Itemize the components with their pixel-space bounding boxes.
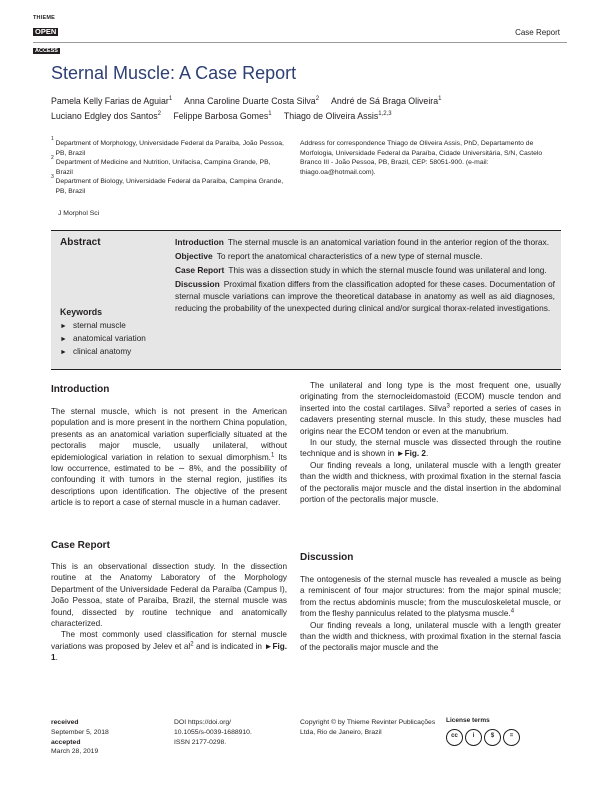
keywords-heading: Keywords	[60, 307, 103, 317]
affiliation: 3 Department of Biology, Universidade Federal da Paraíba, Campina Grande, PB, Brazil	[51, 174, 284, 195]
discussion-body	[300, 574, 561, 654]
citation[interactable]: 4	[510, 608, 515, 615]
author: Luciano Edgley dos Santos$^2$	[51, 111, 161, 121]
by-icon: i	[465, 729, 482, 746]
citation[interactable]: 2	[190, 641, 194, 648]
affiliation: 2 Department of Medicine and Nutrition, Unifacisa, Campina Grande, PB, Brazil	[51, 155, 271, 176]
correspondence-label: Address for correspondence	[300, 140, 386, 147]
abstract-heading: Abstract	[60, 237, 101, 248]
doi-block	[174, 718, 294, 747]
cc-icon: cc	[446, 729, 463, 746]
doi-number[interactable]: 10.1055/s-0039-1688910.	[174, 728, 252, 736]
case-report-body	[51, 561, 287, 664]
introduction-body	[51, 406, 287, 509]
doi-link[interactable]: DOI https://doi.org/	[174, 719, 232, 726]
keyword-item[interactable]: ► anatomical variation	[60, 334, 146, 343]
arrow-icon: ►	[60, 336, 67, 343]
paragraph: The sternal muscle, which is not present in the American population and is more present in the northern China population, presents as an anatomical variation superficially situated at the pectoralis major muscle, usually unilateral, without epidemiological variation in relation to sexual dimorphism.$^1$ Its low occurrence, estimated to be ∼ 8%, and the possibility of confounding it with tumors in the sternal region, justifies its descriptions upon identification. The objective of the present article is to report a case of sternal muscle in a human cadaver.	[51, 407, 288, 508]
abstract-objective: Objective To report the anatomical characteristics of a new type of sternal muscle.	[175, 251, 483, 261]
discussion-heading: Discussion	[300, 552, 354, 563]
logo-line1: THIEME	[33, 15, 55, 21]
publisher-logo	[33, 15, 64, 54]
logo-line2: OPEN	[35, 27, 57, 36]
abstract-case: Case Report This was a dissection study in which the sternal muscle found was unilateral and long.	[175, 265, 547, 275]
figure-link[interactable]: ►Fig. 1	[51, 641, 287, 663]
correspondence	[300, 139, 555, 177]
paragraph: This is an observational dissection study. In the dissection routine at the Anatomy Laboratory of the Morphology Department of the Universidade Federal da Paraíba (Campus I), João Pessoa, state of Paraíba, Brazil, the sternal muscle was found, dissected by routine technique and anatomically characterized.	[51, 562, 287, 629]
header-divider	[33, 42, 567, 43]
abstract-text	[175, 236, 555, 316]
license-label: License terms	[446, 717, 490, 724]
author: André de Sá Braga Oliveira$^1$	[331, 96, 442, 106]
journal-name: J Morphol Sci	[58, 210, 100, 217]
correspondence-text: Thiago de Oliveira Assis, PhD, Departamento de Morfologia, Universidade Federal da Paraíba, Cidade Universitária, S/N, Castelo Branco III - João Pessoa, PB, Brazil, CEP: 58051-900. (e-mail: thiago.oa@hotmail.com).	[300, 140, 543, 176]
keyword-item[interactable]: ► sternal muscle	[60, 321, 126, 330]
affiliations	[51, 136, 286, 196]
author: Anna Caroline Duarte Costa Silva$^2$	[184, 96, 320, 106]
abstract-introduction: Introduction The sternal muscle is an anatomical variation found in the anterior region of the thorax.	[175, 237, 550, 247]
accepted-label: accepted	[51, 738, 81, 746]
paragraph: In our study, the sternal muscle was dissected through the routine technique and is shown in ►Fig. 2.	[300, 438, 561, 459]
article-type: Case Report	[515, 28, 560, 37]
author: Pamela Kelly Farias de Aguiar$^1$	[51, 96, 173, 106]
paragraph: Our finding reveals a long, unilateral muscle with a length greater than the width and thickness, with proximal fixation in the sternal fascia of the pectoralis major muscle and the	[300, 620, 561, 653]
case-report-heading: Case Report	[51, 540, 110, 551]
paragraph: The ontogenesis of the sternal muscle has revealed a muscle as being a reminiscent of four major structures: from the major spinal muscle; from the rectus abdominis muscle; from the musculoskeletal muscle, or from the fleshy panniculus related to the platysma muscle.$^4$	[300, 575, 561, 619]
introduction-heading: Introduction	[51, 384, 110, 395]
citation[interactable]: 3	[446, 403, 450, 410]
logo-line3: ACCESS	[35, 48, 58, 54]
author-line-1	[51, 96, 451, 106]
page-title: Sternal Muscle: A Case Report	[51, 63, 297, 83]
author-line-2	[51, 111, 402, 121]
affiliation: 1 Department of Morphology, Universidade Federal da Paraíba, João Pessoa, PB, Brazil	[51, 136, 284, 157]
abstract-discussion: Discussion Proximal fixation differs from the classification adopted for these cases. Documentation of sternal muscle variations can improve the theoretical database in anatomy as well as aid diagnoses, reducing the probability of the unexpected during clinical and/or surgical thorax-related investigations.	[175, 279, 555, 313]
received-label: received	[51, 719, 79, 726]
case-report-continued	[300, 380, 561, 505]
received-date: September 5, 2018	[51, 728, 109, 736]
nd-icon: =	[503, 729, 520, 746]
license-block	[446, 716, 556, 746]
arrow-icon: ►	[60, 349, 67, 356]
figure-link[interactable]: ►Fig. 2	[396, 449, 426, 459]
article-dates	[51, 718, 161, 757]
issn: ISSN 2177-0298.	[174, 738, 227, 746]
accepted-date: March 28, 2019	[51, 748, 99, 756]
paragraph: The unilateral and long type is the most frequent one, usually originating from the sternocleidomastoid (ECOM) muscle tendon and inserted into the costal cartilages. Silva$^3$ reported a series of cases in cadavers presenting sternal muscle. In this study, these muscles had origins near the ECOM tendon or even at the manubrium.	[300, 381, 561, 436]
author: Felippe Barbosa Gomes$^1$	[173, 111, 272, 121]
citation[interactable]: 1	[270, 451, 275, 458]
keyword-item[interactable]: ► clinical anatomy	[60, 347, 132, 356]
paragraph: Our finding reveals a long, unilateral muscle with a length greater than the width and thickness, with proximal fixation in the sternal fascia of the pectoralis major muscle and the distal insertion in the abdominal portion of the pectoralis major muscle.	[300, 460, 561, 505]
copyright: Copyright © by Thieme Revinter Publicações Ltda, Rio de Janeiro, Brazil	[300, 719, 436, 736]
license-icons[interactable]	[446, 729, 556, 746]
author: Thiago de Oliveira Assis$^{1,2,3}$	[283, 111, 392, 121]
arrow-icon: ►	[60, 323, 67, 330]
paragraph: The most commonly used classification for sternal muscle variations was proposed by Jelev et $al^2$ and is indicated in ►Fig. 1.	[51, 630, 287, 663]
nc-icon: $	[484, 729, 501, 746]
